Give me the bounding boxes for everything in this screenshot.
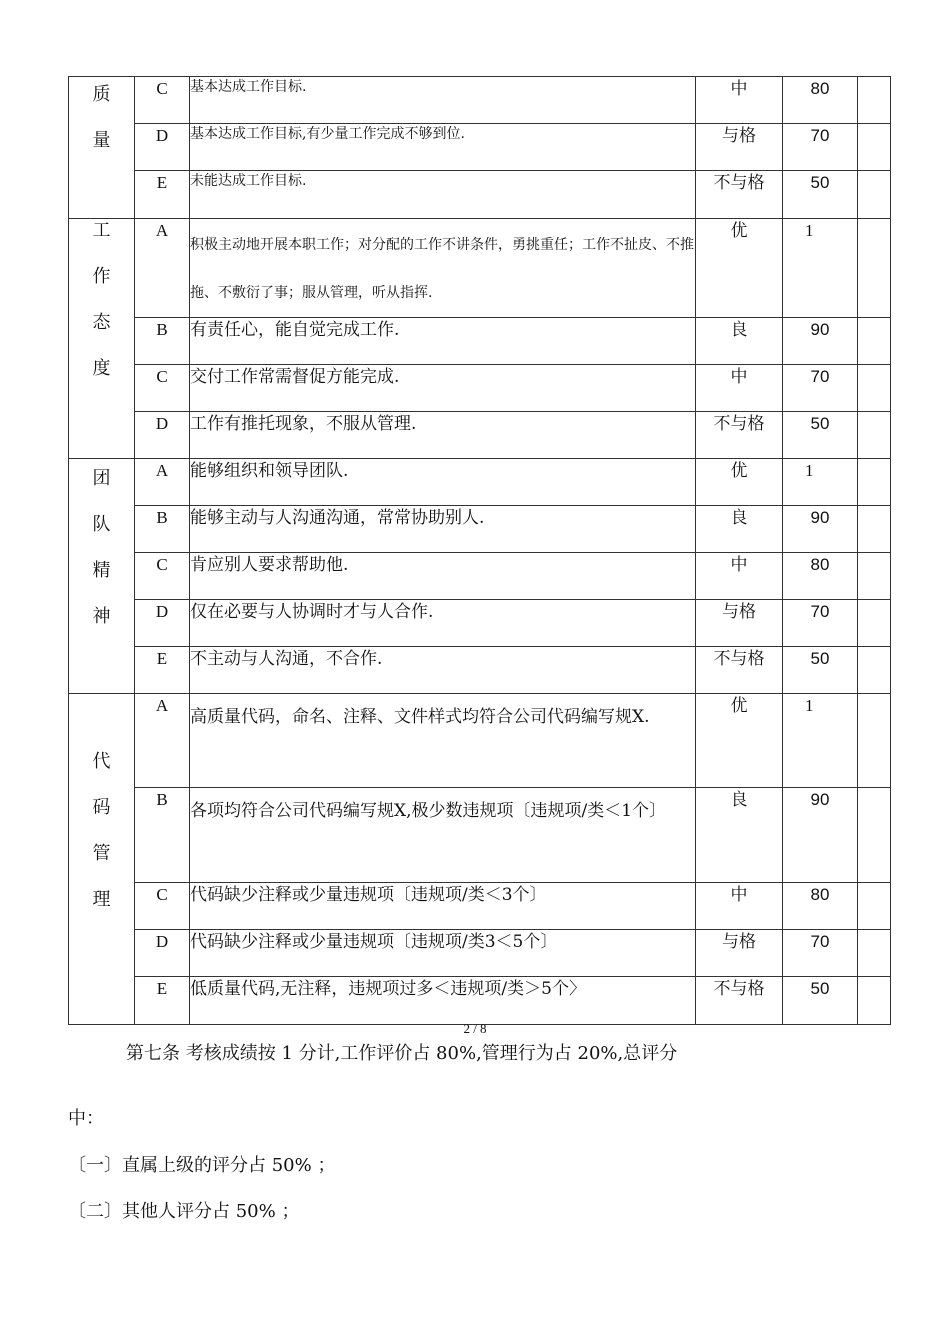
level-cell: A xyxy=(135,459,190,506)
table-row xyxy=(69,412,891,459)
score-cell: 70 xyxy=(783,600,858,647)
description-cell: 有责任心，能自觉完成工作. xyxy=(190,318,696,365)
score-cell: 70 xyxy=(783,365,858,412)
table-row xyxy=(69,318,891,365)
score-cell: 80 xyxy=(783,883,858,930)
rating-cell: 优 xyxy=(696,459,783,506)
description-cell: 基本达成工作目标,有少量工作完成不够到位. xyxy=(190,124,696,171)
table-row xyxy=(69,977,891,1025)
score-cell: 50 xyxy=(783,171,858,219)
score-cell: 90 xyxy=(783,788,858,883)
table-row xyxy=(69,553,891,600)
rating-cell: 良 xyxy=(696,506,783,553)
description-cell: 各项均符合公司代码编写规X,极少数违规项〔违规项/类＜1个〕 xyxy=(190,788,696,883)
table-row xyxy=(69,219,891,318)
description-cell: 交付工作常需督促方能完成. xyxy=(190,365,696,412)
score-cell: 80 xyxy=(783,553,858,600)
blank-cell xyxy=(858,171,891,219)
description-cell: 代码缺少注释或少量违规项〔违规项/类＜3个〕 xyxy=(190,883,696,930)
description-cell: 低质量代码,无注释，违规项过多＜违规项/类＞5个〉 xyxy=(190,977,696,1025)
level-cell: D xyxy=(135,124,190,171)
score-cell: 50 xyxy=(783,647,858,694)
table-row xyxy=(69,600,891,647)
blank-cell xyxy=(858,318,891,365)
article-7-text: 第七条 考核成绩按 1 分计,工作评价占 80%,管理行为占 20%,总评分 xyxy=(126,1043,678,1064)
level-cell: E xyxy=(135,171,190,219)
level-cell: B xyxy=(135,506,190,553)
rating-cell: 中 xyxy=(696,553,783,600)
rating-cell: 良 xyxy=(696,318,783,365)
blank-cell xyxy=(858,506,891,553)
score-cell: 90 xyxy=(783,318,858,365)
rating-cell: 中 xyxy=(696,365,783,412)
blank-cell xyxy=(858,459,891,506)
level-cell: C xyxy=(135,365,190,412)
rating-cell: 不与格 xyxy=(696,412,783,459)
description-cell: 基本达成工作目标. xyxy=(190,77,696,124)
blank-cell xyxy=(858,977,891,1025)
table-row xyxy=(69,788,891,883)
score-cell: 1 xyxy=(783,459,858,506)
level-cell: A xyxy=(135,694,190,788)
table-row xyxy=(69,930,891,977)
blank-cell xyxy=(858,930,891,977)
score-cell: 1 xyxy=(783,219,858,318)
blank-cell xyxy=(858,412,891,459)
level-cell: D xyxy=(135,930,190,977)
level-cell: E xyxy=(135,977,190,1025)
blank-cell xyxy=(858,647,891,694)
description-cell: 仅在必要与人协调时才与人合作. xyxy=(190,600,696,647)
table-row xyxy=(69,506,891,553)
level-cell: B xyxy=(135,318,190,365)
table-row xyxy=(69,459,891,506)
rating-cell: 优 xyxy=(696,694,783,788)
level-cell: C xyxy=(135,553,190,600)
blank-cell xyxy=(858,77,891,124)
blank-cell xyxy=(858,694,891,788)
level-cell: B xyxy=(135,788,190,883)
score-cell: 90 xyxy=(783,506,858,553)
score-cell: 50 xyxy=(783,412,858,459)
description-cell: 积极主动地开展本职工作；对分配的工作不讲条件，勇挑重任；工作不扯皮、不推拖、不敷衍了事；服从管理，听从指挥. xyxy=(190,219,696,318)
description-cell: 高质量代码，命名、注释、文件样式均符合公司代码编写规X. xyxy=(190,694,696,788)
table-row xyxy=(69,883,891,930)
blank-cell xyxy=(858,365,891,412)
table-row xyxy=(69,171,891,219)
rating-cell: 中 xyxy=(696,883,783,930)
level-cell: D xyxy=(135,412,190,459)
blank-cell xyxy=(858,788,891,883)
level-cell: D xyxy=(135,600,190,647)
evaluation-table xyxy=(68,76,891,1025)
blank-cell xyxy=(858,553,891,600)
level-cell: A xyxy=(135,219,190,318)
description-cell: 肯应别人要求帮助他. xyxy=(190,553,696,600)
category-code-management: 代 码 管 理 xyxy=(69,694,135,1025)
score-cell: 1 xyxy=(783,694,858,788)
level-cell: C xyxy=(135,77,190,124)
rating-cell: 与格 xyxy=(696,930,783,977)
rating-cell: 不与格 xyxy=(696,171,783,219)
description-cell: 代码缺少注释或少量违规项〔违规项/类3＜5个〕 xyxy=(190,930,696,977)
blank-cell xyxy=(858,600,891,647)
rating-cell: 与格 xyxy=(696,600,783,647)
blank-cell xyxy=(858,124,891,171)
description-cell: 工作有推托现象，不服从管理. xyxy=(190,412,696,459)
table-row xyxy=(69,77,891,124)
rating-cell: 与格 xyxy=(696,124,783,171)
table-row xyxy=(69,694,891,788)
rating-cell: 不与格 xyxy=(696,977,783,1025)
description-cell: 未能达成工作目标. xyxy=(190,171,696,219)
score-cell: 70 xyxy=(783,124,858,171)
description-cell: 能够组织和领导团队. xyxy=(190,459,696,506)
score-cell: 70 xyxy=(783,930,858,977)
rating-cell: 中 xyxy=(696,77,783,124)
table-row xyxy=(69,365,891,412)
rating-cell: 不与格 xyxy=(696,647,783,694)
score-cell: 80 xyxy=(783,77,858,124)
rating-cell: 优 xyxy=(696,219,783,318)
description-cell: 不主动与人沟通，不合作. xyxy=(190,647,696,694)
level-cell: E xyxy=(135,647,190,694)
category-team-spirit: 团 队 精 神 xyxy=(69,459,135,694)
blank-cell xyxy=(858,883,891,930)
category-quality: 质 量 xyxy=(69,77,135,219)
level-cell: C xyxy=(135,883,190,930)
score-cell: 50 xyxy=(783,977,858,1025)
rating-cell: 良 xyxy=(696,788,783,883)
page-number: 2 / 8 xyxy=(463,1021,487,1036)
list-item-2: 〔二〕其他人评分占 50% ； xyxy=(68,1201,300,1222)
blank-cell xyxy=(858,219,891,318)
list-item-1: 〔一〕直属上级的评分占 50% ； xyxy=(68,1155,336,1176)
article-7-continuation: 中： xyxy=(68,1108,104,1129)
table-row xyxy=(69,647,891,694)
category-work-attitude: 工 作 态 度 xyxy=(69,219,135,459)
description-cell: 能够主动与人沟通沟通，常常协助别人. xyxy=(190,506,696,553)
table-row xyxy=(69,124,891,171)
